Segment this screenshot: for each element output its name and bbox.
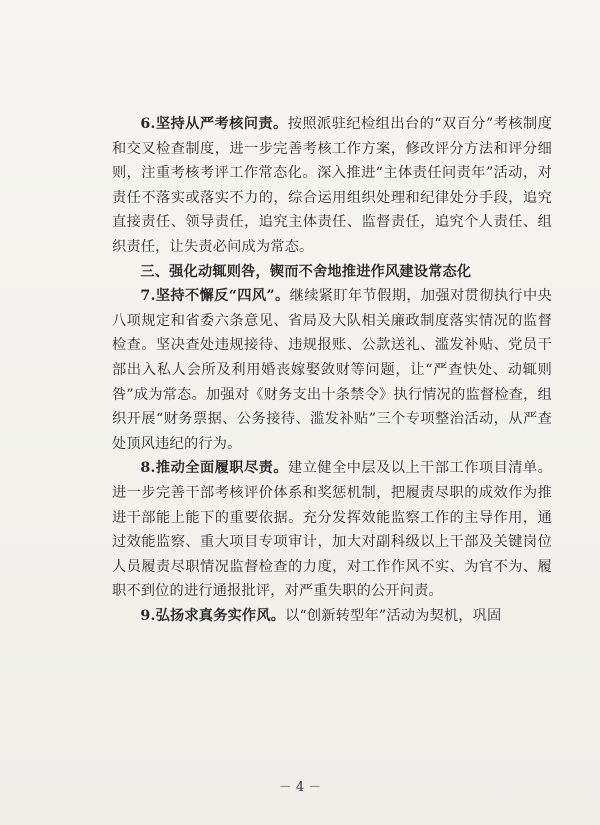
paragraph-9-body: 以“创新转型年”活动为契机，巩固 <box>285 607 502 624</box>
paragraph-7-body: 继续紧盯年节假期，加强对贯彻执行中央八项规定和省委六条意见、省局及大队相关廉政制度落实情况的监督检查。坚决查处违规接待、违规报账、公款送礼、滥发补贴、党员干部出入私人会所及利用婚丧嫁娶敛财等问题，让“严查快处、动辄则咎”成为常态。加强对《财务支出十条禁令》执行情况的监督检查，组织开展“财务票据、公务接待、滥发补贴”三个专项整治活动，从严查处顶风违纪的行为。 <box>112 288 552 452</box>
paragraph-7 <box>112 284 552 456</box>
paragraph-6-body: 按照派驻纪检组出台的“双百分”考核制度和交叉检查制度，进一步完善考核工作方案，修改评分方法和评分细则，注重考核考评工作常态化。深入推进“主体责任问责年”活动，对责任不落实或落实不力的，综合运用组织处理和纪律处分手段，追究直接责任、领导责任，追究主体责任、监督责任，追究个人责任、组织责任，让失责必问成为常态。 <box>112 116 553 255</box>
paragraph-9 <box>112 604 552 629</box>
page-number: － 4 － <box>278 780 322 795</box>
paragraph-8-lead: 8.推动全面履职尽责。 <box>140 460 289 477</box>
section-heading-3: 三、强化动辄则咎，锲而不舍地推进作风建设常态化 <box>140 263 472 280</box>
paragraph-6 <box>112 112 552 260</box>
paragraph-6-lead: 6.坚持从严考核问责。 <box>140 116 288 132</box>
document-body <box>112 112 552 628</box>
paragraph-7-lead: 7.坚持不懈反“四风”。 <box>140 288 290 305</box>
paragraph-9-lead: 9.弘扬求真务实作风。 <box>140 607 286 624</box>
paragraph-8 <box>112 456 552 604</box>
paragraph-8-body: 建立健全中层及以上干部工作项目清单。进一步完善干部考核评价体系和奖惩机制，把履责尽职的成效作为推进干部能上能下的重要依据。充分发挥效能监察工作的主导作用，通过效能监察、重大项目专项审计，加大对副科级以上干部及关键岗位人员履责尽职情况监督检查的力度，对工作作风不实、为官不为、履职不到位的进行通报批评，对严重失职的公开问责。 <box>112 460 552 600</box>
